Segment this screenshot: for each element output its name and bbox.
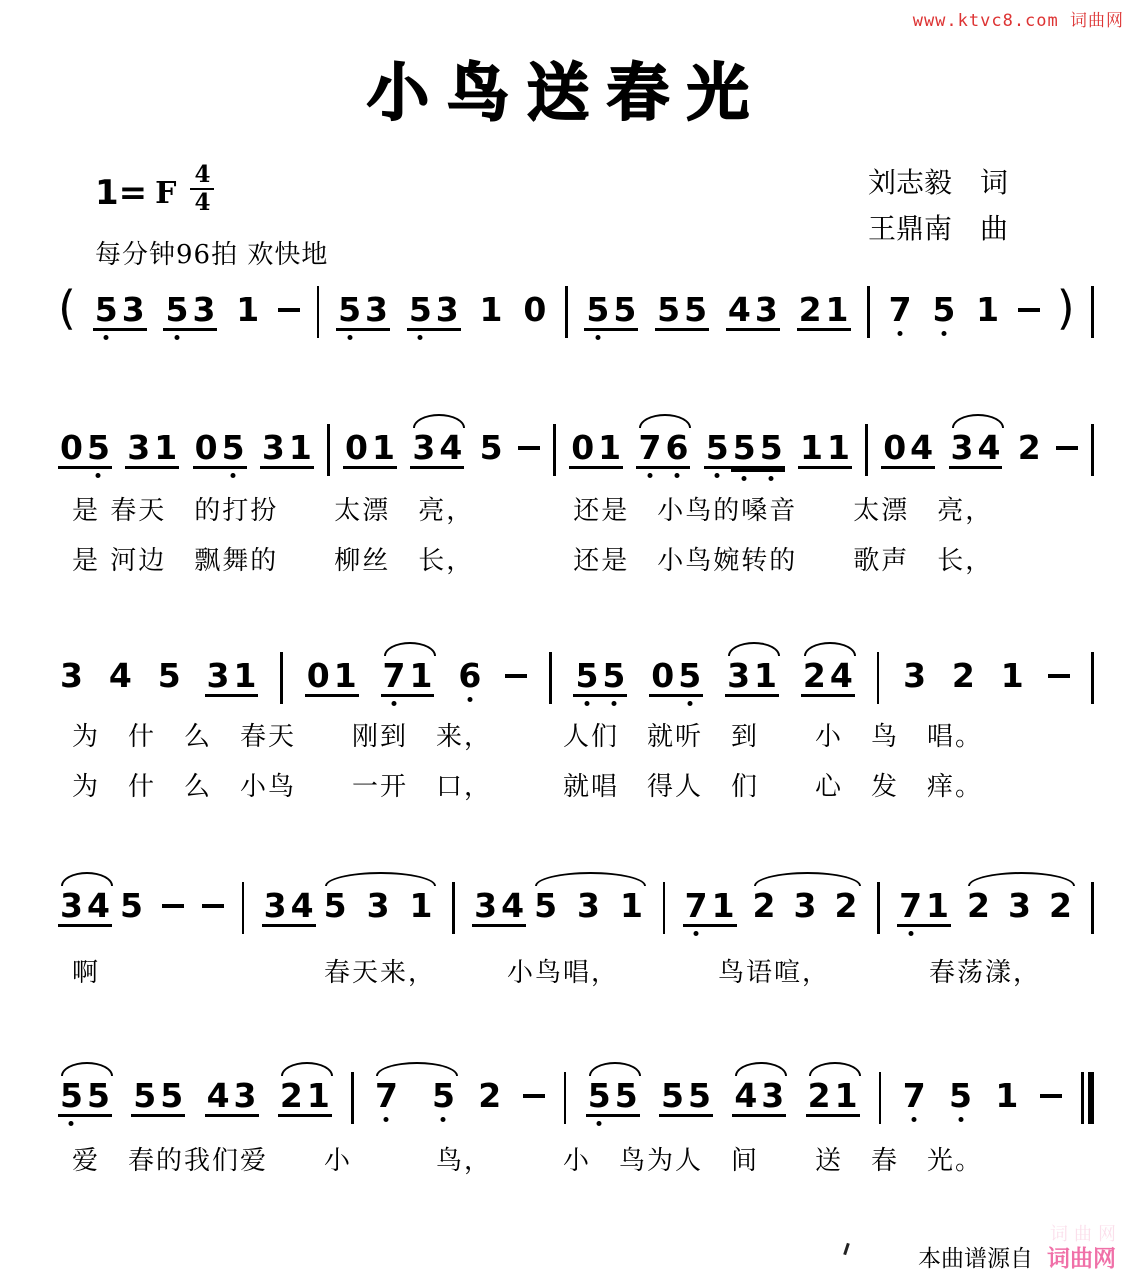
lyrics-verse2-line2: 为 什 么 小鸟 一开 口， 就唱 得人 们 心 发 痒。 [72, 772, 984, 802]
key-prefix: 1= [95, 173, 148, 213]
music-system-chorus: 3 4 5 3 4 5 3 1 3 4 5 3 1 7 1 2 3 2 7 1 2 3 2 [58, 866, 1094, 934]
credits [868, 160, 1008, 252]
music-system-ending: 5 5 5 5 4 3 2 1 7 5 2 5 5 5 5 4 3 2 1 7 5 1 [58, 1056, 1094, 1124]
song-title: 小鸟送春光 [366, 56, 767, 129]
tempo-marking: 每分钟96拍 欢快地 [95, 240, 329, 270]
key-signature [95, 161, 214, 216]
meter-numerator: 4 [190, 162, 214, 190]
lyrics-ending-line: 爱 春的我们爱 小 鸟， 小 鸟为人 间 送 春 光。 [72, 1146, 984, 1176]
music-system-verse-a: 0 5 3 1 0 5 3 1 0 1 3 4 5 0 1 7 6 5 5 5 1 1 0 4 3 4 2 [58, 408, 1094, 476]
key-tonic: F [155, 175, 177, 211]
site-watermark: www.ktvc8.com 词曲网 [912, 11, 1124, 31]
source-label: 本曲谱源自 [918, 1246, 1033, 1272]
time-signature [190, 162, 214, 216]
composer-credit: 王鼎南 曲 [868, 212, 1009, 245]
lyrics-chorus-line: 啊 春天来， 小鸟唱， 鸟语喧， 春荡漾， [72, 958, 1042, 988]
meter-denominator: 4 [194, 189, 211, 216]
lyrics-verse2-line1: 是 河边 飘舞的 柳丝 长， 还是 小鸟婉转的 歌声 长， [72, 546, 994, 576]
footer-attribution [0, 1240, 1116, 1273]
lyricist-credit: 刘志毅 词 [868, 166, 1009, 199]
lyrics-verse1-line2: 为 什 么 春天 刚到 来， 人们 就听 到 小 鸟 唱。 [72, 722, 984, 752]
source-site-name: 词曲网 [1047, 1245, 1116, 1272]
lyrics-verse1-line1: 是 春天 的打扮 太漂 亮， 还是 小鸟的嗓音 太漂 亮， [72, 496, 994, 526]
music-system-verse-b: 3 4 5 3 1 0 1 7 1 6 5 5 0 5 3 1 2 4 3 2 1 [58, 636, 1094, 704]
faint-site-watermark: 词曲网 [1050, 1224, 1122, 1245]
music-system-intro: ( 5 3 5 3 1 5 3 5 3 1 0 5 5 5 5 4 3 2 1 7 5 1 ) [58, 270, 1094, 338]
